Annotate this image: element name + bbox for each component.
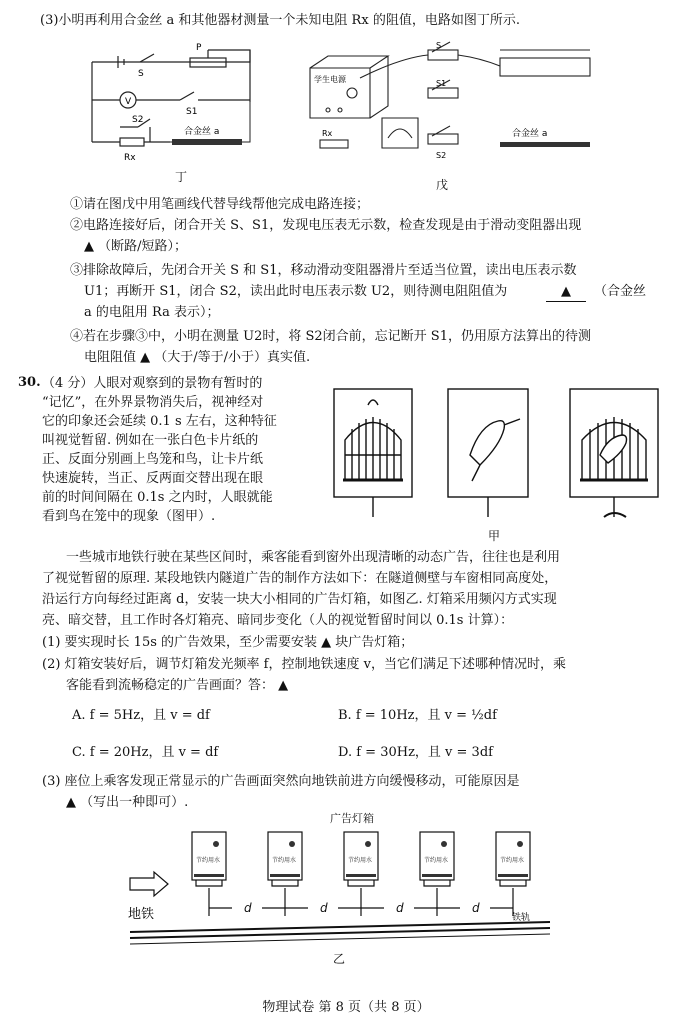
figure-ding-circuit	[80, 42, 290, 172]
q30-sub1: (1) 要实现时长 15s 的广告效果，至少需要安装 ▲ 块广告灯箱；	[42, 635, 414, 650]
figure-yi-title: 广告灯箱	[330, 812, 374, 825]
ad-box-text: 节约用水	[424, 857, 449, 864]
q30-para-line: 亮、暗交替，且工作时各灯箱亮、暗同步变化（人的视觉暂留时间以 0.1s 计算）：	[42, 613, 514, 628]
figure-yi-caption: 乙	[333, 952, 346, 966]
q29-item-3b: U1；再断开 S1，闭合 S2，读出此时电压表示数 U2，则待测电阻阻值为	[84, 284, 508, 299]
q30-sub2-a: (2) 灯箱安装好后，调节灯箱发光频率 f，控制地铁速度 v，当它们满足下述哪种情况时，乘	[42, 657, 566, 672]
q29-item-2b: ▲ （断路/短路）；	[84, 239, 188, 254]
d-label: d	[244, 901, 252, 915]
label-V: V	[125, 97, 132, 107]
q30-sub3-b: ▲ （写出一种即可）.	[66, 795, 189, 810]
label-Rx: Rx	[124, 153, 136, 163]
d-label: d	[396, 901, 404, 915]
q29-part3-intro: (3)小明再利用合金丝 a 和其他器材测量一个未知电阻 Rx 的阻值，电路如图丁所示.	[40, 13, 520, 28]
ad-box-text: 节约用水	[500, 857, 525, 864]
rail-label: 铁轨	[512, 913, 531, 923]
subway-label: 地铁	[128, 907, 155, 922]
q29-item-4b: 电阻阻值 ▲ （大于/等于/小于）真实值.	[84, 350, 311, 365]
q30-sub3-a: (3) 座位上乘客发现正常显示的广告画面突然向地铁前进方向缓慢移动，可能原因是	[42, 774, 520, 789]
q30-intro-line: （4 分）人眼对观察到的景物有暂时的	[42, 376, 263, 391]
q30-para-line: 了视觉暂留的原理. 某段地铁内隧道广告的制作方法如下：在隧道侧壁与车窗相同高度处，	[42, 571, 558, 586]
label-wu-S: S	[436, 41, 442, 50]
label-S1: S1	[186, 107, 198, 117]
ad-box-text: 节约用水	[272, 857, 297, 864]
q29-item-3d: a 的电阻用 Ra 表示）；	[84, 305, 220, 320]
q30-intro-line: “记忆”，在外界景物消失后，视神经对	[42, 395, 264, 410]
figure-ding-caption: 丁	[175, 170, 188, 184]
q30-number: 30.	[18, 375, 41, 390]
page-footer: 物理试卷 第 8 页（共 8 页）	[262, 1000, 430, 1015]
q30-intro-line: 它的印象还会延续 0.1 s 左右，这种特征	[42, 414, 277, 429]
q29-item-3: ③排除故障后，先闭合开关 S 和 S1，移动滑动变阻器滑片至适当位置，读出电压表示数	[70, 263, 577, 278]
q29-answer-blank: ▲	[546, 283, 586, 302]
q30-intro	[42, 374, 342, 526]
figure-yi-tunnel	[120, 826, 560, 956]
option-c: C. f = 20Hz，且 v = df	[72, 745, 219, 760]
q30-intro-line: 快速旋转，当正、反两面交替出现在眼	[42, 471, 264, 486]
q29-item-2: ②电路连接好后，闭合开关 S、S1，发现电压表无示数，检查发现是由于滑动变阻器出现	[70, 218, 582, 233]
label-P: P	[196, 43, 202, 53]
option-d: D. f = 30Hz，且 v = 3df	[338, 745, 493, 760]
label-wu-Rx: Rx	[322, 129, 333, 138]
q29-item-3c: （合金丝	[594, 284, 647, 299]
q30-para-line: 沿运行方向每经过距离 d，安装一块大小相同的广告灯箱，如图乙. 灯箱采用频闪方式实现	[42, 592, 557, 607]
d-label: d	[320, 901, 328, 915]
option-a: A. f = 5Hz，且 v = df	[72, 708, 210, 723]
q30-intro-line: 前的时间间隔在 0.1s 之内时，人眼就能	[42, 490, 273, 505]
label-S: S	[138, 69, 144, 79]
label-wu-alloy: 合金丝 a	[512, 129, 548, 139]
q30-intro-line: 叫视觉暂留. 例如在一张白色卡片纸的	[42, 433, 259, 448]
figure-jia-caption: 甲	[488, 529, 501, 543]
q29-item-1: ①请在图戊中用笔画线代替导线帮他完成电路连接；	[70, 197, 370, 212]
label-wu-S2: S2	[436, 151, 447, 160]
ad-box-text: 节约用水	[196, 857, 221, 864]
ad-box-text: 节约用水	[348, 857, 373, 864]
d-label: d	[472, 901, 480, 915]
label-S2: S2	[132, 115, 144, 125]
q30-intro-line: 正、反面分别画上鸟笼和鸟，让卡片纸	[42, 452, 264, 467]
figure-wu-caption: 戊	[436, 178, 449, 192]
label-alloy: 合金丝 a	[184, 127, 220, 137]
q30-intro-line: 看到鸟在笼中的现象（图甲）.	[42, 509, 216, 524]
q30-para-line: 一些城市地铁行驶在某些区间时，乘客能看到窗外出现清晰的动态广告，往往也是利用	[66, 550, 561, 565]
q29-item-4: ④若在步骤③中，小明在测量 U2时，将 S2闭合前，忘记断开 S1，仍用原方法算出的待测	[70, 329, 591, 344]
figure-jia-cards	[330, 385, 670, 535]
option-b: B. f = 10Hz，且 v = ½df	[338, 708, 497, 723]
label-wu-S1: S1	[436, 79, 447, 88]
q30-sub2-b: 客能看到流畅稳定的广告画面？答： ▲	[66, 678, 289, 693]
figure-wu-apparatus	[300, 38, 600, 178]
label-power: 学生电源	[314, 75, 346, 84]
